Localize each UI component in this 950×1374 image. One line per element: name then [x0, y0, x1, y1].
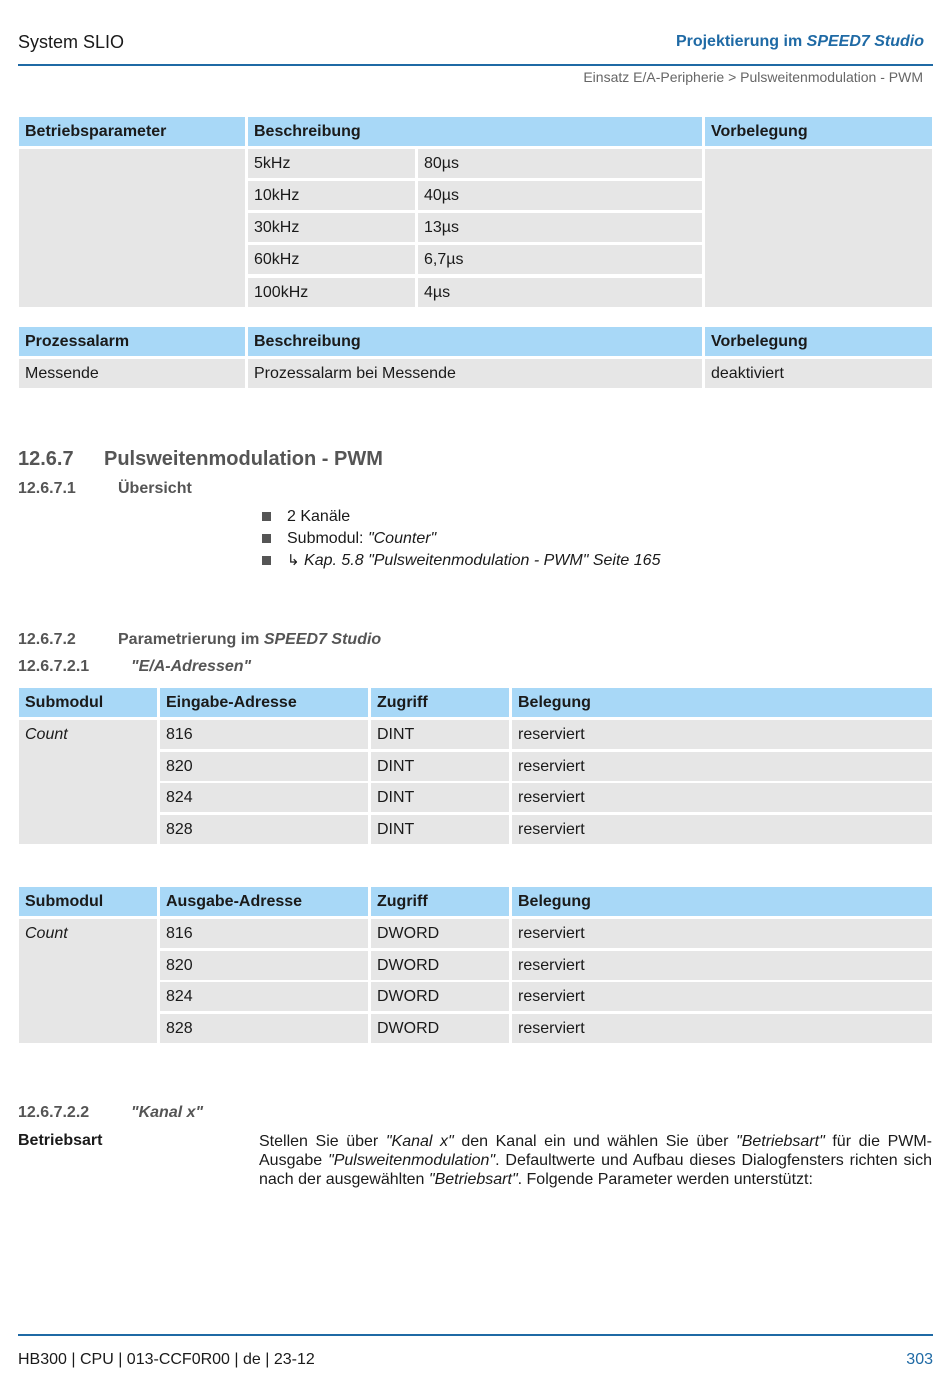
table-cell-period: 13µs: [418, 213, 702, 242]
table-cell-empty: [705, 149, 932, 307]
section-number: 12.6.7: [18, 448, 74, 470]
table-header-cell: Zugriff: [371, 688, 509, 717]
table-cell-frequency: 60kHz: [248, 245, 415, 274]
table-cell-submodul: Count: [19, 720, 157, 844]
table-header-cell: Zugriff: [371, 887, 509, 916]
table-cell: reserviert: [512, 982, 932, 1011]
table-header-cell: Vorbelegung: [705, 327, 932, 356]
table-cell: 828: [160, 1014, 368, 1043]
subsection-heading: [18, 631, 381, 649]
table-header-cell: Betriebsparameter: [19, 117, 245, 146]
table-cell: 828: [160, 815, 368, 844]
subsubsection-title: "E/A-Adressen": [131, 658, 252, 675]
subsubsection-heading: [18, 1104, 203, 1122]
subsubsection-title: "Kanal x": [131, 1104, 204, 1121]
list-item-text: 2 Kanäle: [287, 508, 351, 525]
table-header-cell: Beschreibung: [248, 327, 702, 356]
text-emph: "Betriebsart": [736, 1133, 825, 1150]
parameter-label: Betriebsart: [18, 1132, 103, 1149]
table-header-cell: Ausgabe-Adresse: [160, 887, 368, 916]
list-item: [260, 506, 660, 528]
table-cell: 824: [160, 783, 368, 812]
subsection-title: Übersicht: [118, 480, 192, 497]
text-run: . Defaultwerte und Aufbau dieses Dialogfensters richten sich nach der ausgewählten: [259, 1152, 933, 1188]
text-emph: "Pulsweitenmodulation": [328, 1152, 496, 1169]
bullet-list: [260, 506, 660, 572]
list-item-text: Submodul:: [287, 530, 368, 547]
table-cell: 816: [160, 919, 368, 948]
page-number: 303: [906, 1351, 933, 1368]
text-run: für die PWM-Ausgabe: [259, 1133, 933, 1169]
table-cell: reserviert: [512, 815, 932, 844]
table-cell: reserviert: [512, 951, 932, 980]
table-cell-frequency: 5kHz: [248, 149, 415, 178]
cross-reference-link[interactable]: Kap. 5.8 "Pulsweitenmodulation - PWM" Seite 165: [304, 552, 661, 569]
text-run: den Kanal ein und wählen Sie über: [453, 1133, 737, 1150]
table-cell: reserviert: [512, 1014, 932, 1043]
footer-doc-id: HB300 | CPU | 013-CCF0R00 | de | 23-12: [18, 1351, 315, 1368]
section-title: Pulsweitenmodulation - PWM: [104, 448, 383, 470]
table-cell: DWORD: [371, 1014, 509, 1043]
table-header-cell: Submodul: [19, 887, 157, 916]
subsection-heading: [18, 480, 192, 498]
table-cell: DWORD: [371, 982, 509, 1011]
header-rule: [18, 64, 933, 66]
footer-rule: [18, 1334, 933, 1336]
subsection-title-prefix: Parametrierung im: [118, 631, 264, 648]
table-cell: DINT: [371, 783, 509, 812]
subsection-number: 12.6.7.1: [18, 480, 76, 497]
subsubsection-number: 12.6.7.2.2: [18, 1104, 90, 1121]
table-header-cell: Eingabe-Adresse: [160, 688, 368, 717]
subsection-number: 12.6.7.2: [18, 631, 76, 648]
text-emph: "Kanal x": [385, 1133, 454, 1150]
table-cell: reserviert: [512, 720, 932, 749]
table-cell: DINT: [371, 752, 509, 781]
list-item-emph: "Counter": [367, 530, 437, 547]
section-heading: [18, 448, 383, 471]
cross-reference-arrow-icon: ↳: [287, 552, 300, 569]
table-cell: DWORD: [371, 951, 509, 980]
table-cell: 820: [160, 752, 368, 781]
table-header-cell: Belegung: [512, 887, 932, 916]
subsection-title-emph: SPEED7 Studio: [263, 631, 382, 648]
table-header-cell: Prozessalarm: [19, 327, 245, 356]
table-cell-frequency: 10kHz: [248, 181, 415, 210]
chapter-title: [676, 33, 924, 51]
subsubsection-number: 12.6.7.2.1: [18, 658, 90, 675]
table-header-cell: Vorbelegung: [705, 117, 932, 146]
chapter-title-prefix: Projektierung im: [675, 33, 803, 50]
table-cell-period: 6,7µs: [418, 245, 702, 274]
table-cell: reserviert: [512, 752, 932, 781]
breadcrumb: Einsatz E/A-Peripherie > Pulsweitenmodulation - PWM: [583, 69, 923, 85]
parameter-description: [259, 1132, 932, 1189]
subsubsection-heading: [18, 658, 251, 676]
table-cell: DWORD: [371, 919, 509, 948]
table-cell-period: 4µs: [418, 278, 702, 307]
table-cell-empty: [19, 149, 245, 307]
table-cell-period: 40µs: [418, 181, 702, 210]
table-cell-frequency: 30kHz: [248, 213, 415, 242]
table-cell: DINT: [371, 815, 509, 844]
table-cell: reserviert: [512, 919, 932, 948]
list-item: [260, 550, 660, 572]
table-cell: Messende: [19, 359, 245, 388]
table-cell: DINT: [371, 720, 509, 749]
table-cell: deaktiviert: [705, 359, 932, 388]
text-run: Stellen Sie über: [259, 1133, 386, 1150]
table-cell: reserviert: [512, 783, 932, 812]
text-run: . Folgende Parameter werden unterstützt:: [517, 1171, 813, 1188]
table-header-cell: Belegung: [512, 688, 932, 717]
table-cell: Prozessalarm bei Messende: [248, 359, 702, 388]
table-cell-period: 80µs: [418, 149, 702, 178]
table-cell: 824: [160, 982, 368, 1011]
table-cell-frequency: 100kHz: [248, 278, 415, 307]
table-cell: 820: [160, 951, 368, 980]
table-header-cell: Beschreibung: [248, 117, 702, 146]
chapter-title-emph: SPEED7 Studio: [806, 33, 924, 50]
doc-title: System SLIO: [18, 32, 125, 52]
table-header-cell: Submodul: [19, 688, 157, 717]
table-cell-submodul: Count: [19, 919, 157, 1043]
table-cell: 816: [160, 720, 368, 749]
text-emph: "Betriebsart": [428, 1171, 518, 1188]
list-item: [260, 528, 660, 550]
